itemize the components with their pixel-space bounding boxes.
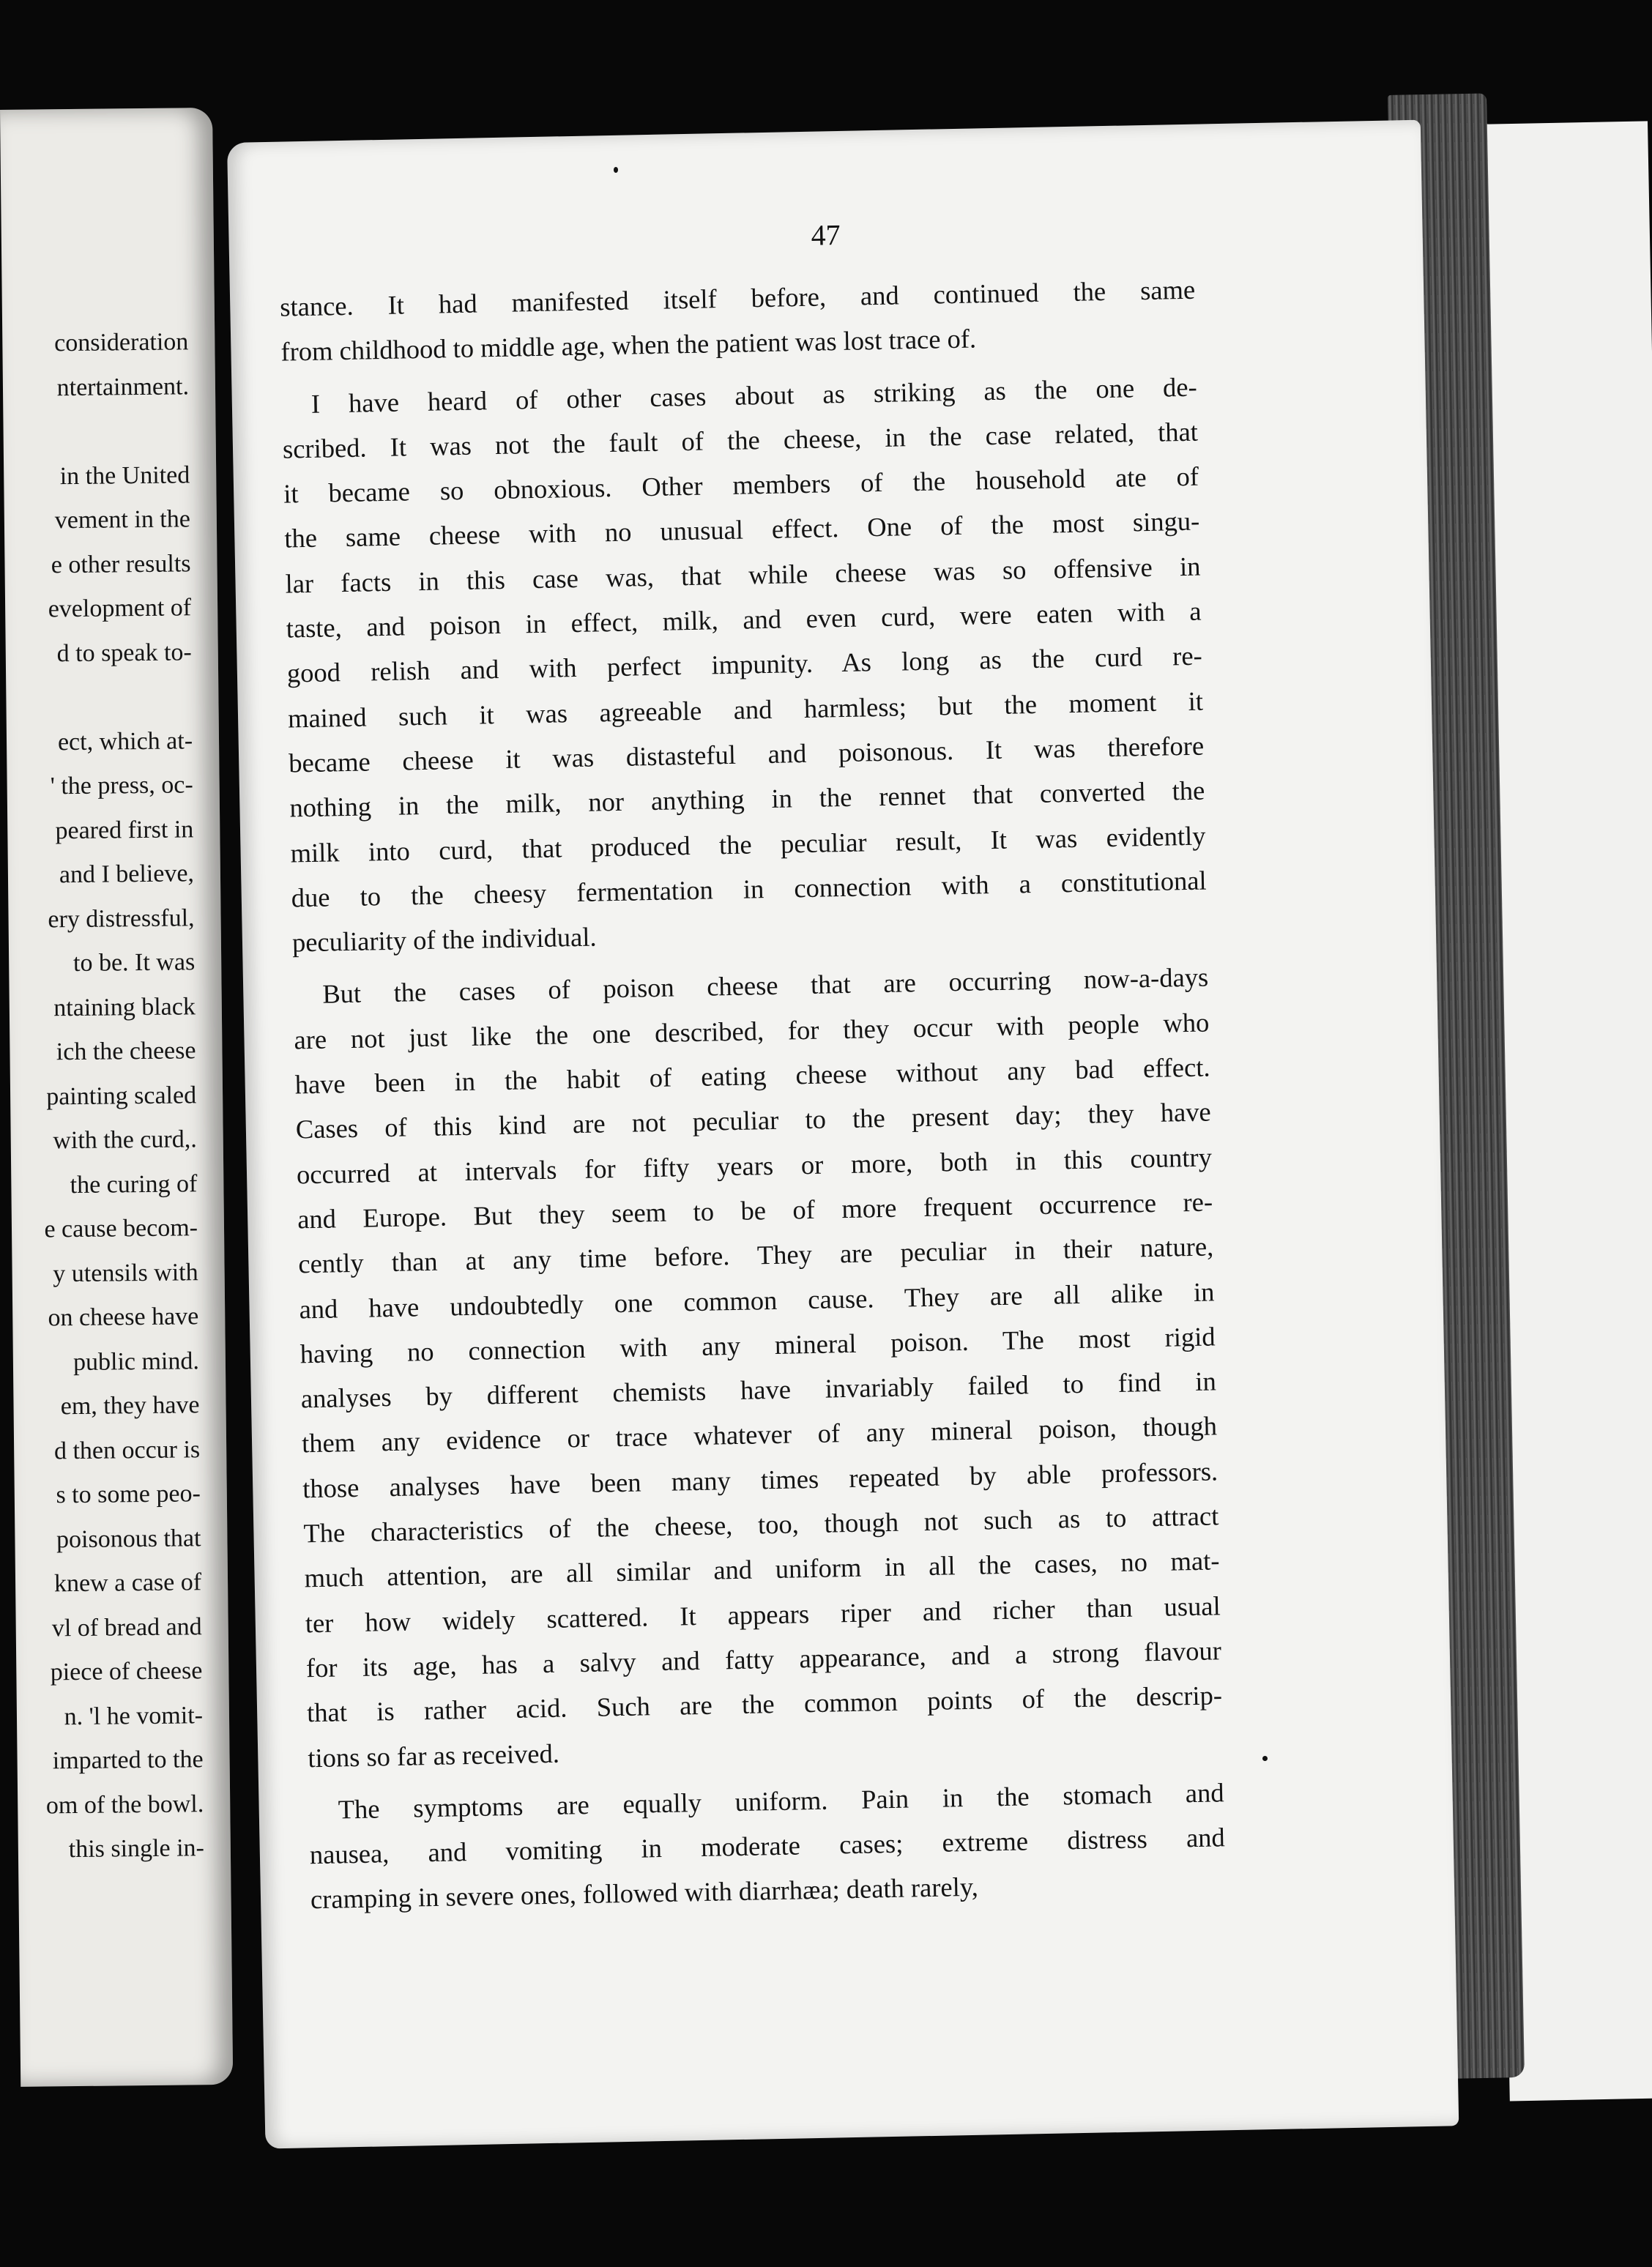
paragraph-4-line: The symptoms are equally uniform. Pain in the stomach and [338,1777,1224,1825]
paragraph-2-line: milk into curd, that produced the peculiar result, It was evidently [290,820,1206,868]
left-page-line: knew a case of [53,1568,202,1598]
paragraph-3-line: having no connection with any mineral poison. The most rigid [299,1321,1216,1369]
paragraph-2-line: peculiarity of the individual. [291,921,597,958]
left-page-line: s to some peo- [56,1480,201,1509]
paragraph-3-line: and Europe. But they seem to be of more frequent occurrence re- [297,1186,1213,1235]
left-page-line: d then occur is [53,1435,201,1464]
paragraph-2-line: nothing in the milk, nor anything in the rennet that converted the [289,775,1205,823]
left-page-line: and I believe, [59,860,195,889]
left-page-line: public mind. [72,1347,200,1376]
left-page-line: ich the cheese [56,1037,196,1066]
paragraph-3-line: have been in the habit of eating cheese without any bad effect. [294,1051,1210,1100]
left-page-line: to be. It was [72,948,196,978]
left-page-line: painting scaled [46,1081,197,1110]
left-page-line: peared first in [55,815,194,844]
left-page-line: y utensils with [53,1258,198,1287]
paragraph-2-line: lar facts in this case was, that while cheese was so offensive in [285,551,1201,599]
main-page [227,120,1459,2149]
left-page-line: e other results [51,549,191,578]
paragraph-3-line: for its age, has a salvy and fatty appearance, and a strong flavour [305,1635,1222,1683]
paragraph-2-line: taste, and poison in effect, milk, and even curd, were eaten with a [286,595,1202,644]
paragraph-4-line: cramping in severe ones, followed with diarrhæa; death rarely, [310,1872,979,1915]
paragraph-2-line: the same cheese with no unusual effect. One of the most singu- [283,506,1200,554]
paragraph-3-line: ter how widely scattered. It appears riper and richer than usual [305,1590,1221,1638]
paragraph-3-line: those analyses have been many times repeated by able professors. [302,1456,1218,1504]
left-page-line: the curing of [70,1169,198,1199]
paragraph-1-line: from childhood to middle age, when the patient was lost trace of. [280,323,977,367]
paragraph-3-line: are not just like the one described, for they occur with people who [294,1007,1210,1055]
left-page-line: poisonous that [56,1524,201,1553]
left-page-line: om of the bowl. [45,1790,204,1819]
page-number: 47 [811,217,841,252]
paragraph-3-line: The characteristics of the cheese, too, though not such as to attract [303,1500,1219,1549]
left-page-line: em, they have [60,1391,200,1421]
left-page-line: ' the press, oc- [50,771,193,800]
left-page-text [0,320,204,1872]
paragraph-2-line: I have heard of other cases about as striking as the one de- [310,371,1198,419]
left-page-line: ntaining black [53,992,196,1021]
left-page-line [0,409,190,455]
paragraph-3-line: But the cases of poison cheese that are occurring now-a-days [321,961,1209,1010]
left-page-line: with the curd,. [53,1125,197,1155]
left-page-line: imparted to the [52,1746,204,1775]
left-page-line: piece of cheese [50,1657,203,1686]
paragraph-2-line: due to the cheesy fermentation in connection with a constitutional [291,865,1207,913]
left-page-line: evelopment of [48,594,192,623]
left-page-line [1,674,193,721]
paragraph-3-line: them any evidence or trace whatever of any mineral poison, though [301,1410,1218,1459]
paragraph-3-line: that is rather acid. Such are the common points of the descrip- [306,1680,1223,1728]
left-page-line: n. 'l he vomit- [64,1701,204,1730]
paragraph-3-line: and have undoubtedly one common cause. They are all alike in [299,1276,1215,1324]
scan-speck [1262,1756,1268,1761]
left-page-line: vement in the [54,505,191,535]
paragraph-2-line: mained such it was agreeable and harmless; but the moment it [287,685,1204,734]
paragraph-3-line: much attention, are all similar and uniform in all the cases, no mat- [304,1545,1220,1593]
left-page-line: consideration [53,328,189,357]
left-page-line: ect, which at- [57,726,193,756]
paragraph-3-line: analyses by different chemists have invariably failed to find in [300,1366,1217,1414]
body-text [280,267,1227,1922]
paragraph-3-line: Cases of this kind are not peculiar to the present day; they have [295,1096,1212,1144]
left-page-line: on cheese have [48,1303,199,1332]
left-facing-page [0,108,233,2087]
paragraph-2-line: it became so obnoxious. Other members of the household ate of [283,461,1199,509]
paragraph-4-line: nausea, and vomiting in moderate cases; extreme distress and [309,1822,1226,1870]
paragraph-3-line: occurred at intervals for fifty years or more, both in this country [296,1142,1213,1190]
left-page-line: vl of bread and [51,1612,202,1642]
left-page-line: ery distressful, [48,904,195,933]
paragraph-2-line: good relish and with perfect impunity. As long as the curd re- [286,640,1203,688]
paragraph-2-line: became cheese it was distasteful and poisonous. It was therefore [288,730,1205,778]
left-page-line: in the United [59,461,190,490]
paragraph-2-line: scribed. It was not the fault of the cheese, in the case related, that [282,416,1199,464]
paragraph-3-line: cently than at any time before. They are peculiar in their nature, [298,1231,1214,1279]
scan-speck [614,167,618,173]
paragraph-3-line: tions so far as received. [307,1738,560,1773]
left-page-line: this single in- [68,1834,205,1864]
left-page-line: d to speak to- [56,638,192,667]
left-page-line: e cause becom- [44,1214,198,1243]
left-page-line: ntertainment. [56,372,190,401]
paragraph-1-line: stance. It had manifested itself before, and continued the same [279,274,1196,322]
